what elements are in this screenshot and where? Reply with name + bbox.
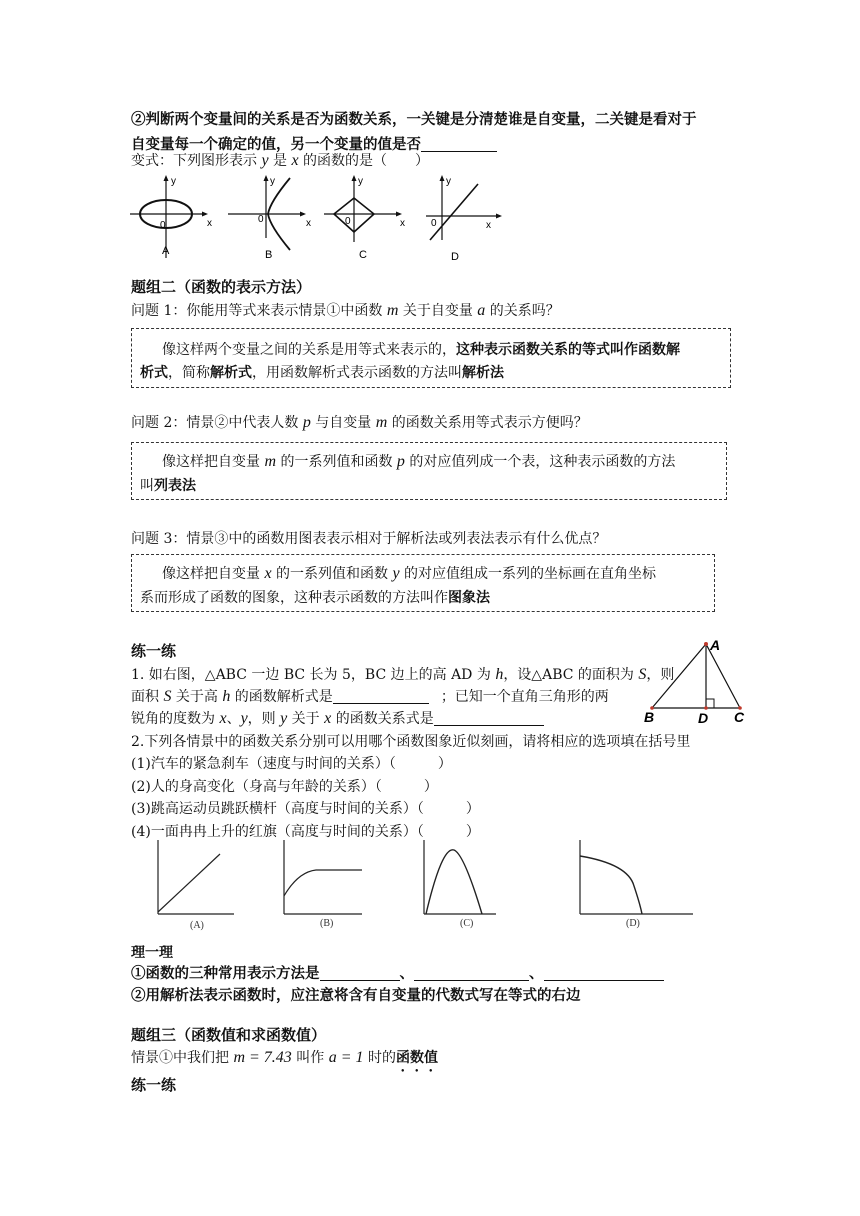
box-text: 的一系列值和函数 bbox=[271, 566, 393, 582]
g3-text: 时的 bbox=[363, 1050, 396, 1066]
box-text: 的对应值组成一系列的坐标画在直角坐标 bbox=[399, 566, 657, 582]
p-text: 、 bbox=[226, 711, 241, 727]
graph-label-a: A bbox=[162, 245, 170, 257]
formula-a: a = 1 bbox=[328, 1049, 364, 1066]
var-x: x bbox=[291, 152, 299, 169]
axis-y-label: y bbox=[358, 176, 363, 187]
p-text: ，则 bbox=[646, 667, 675, 683]
graph-caption-d: (D) bbox=[626, 918, 640, 929]
p-text: 面积 bbox=[131, 689, 164, 705]
origin-label: 0 bbox=[160, 220, 166, 231]
var-x: x bbox=[219, 710, 227, 727]
formula-m: m = 7.43 bbox=[233, 1049, 292, 1066]
graph-d bbox=[426, 175, 502, 263]
question-3: 问题 3：情景③中的函数用图表表示相对于解析法或列表法表示有什么优点？ bbox=[131, 531, 607, 547]
var-a: a bbox=[477, 302, 486, 319]
var-m: m bbox=[264, 453, 277, 470]
q-text: 与自变量 bbox=[310, 415, 376, 431]
graph-caption-c: (C) bbox=[460, 918, 474, 929]
var-y: y bbox=[280, 710, 288, 727]
var-m: m bbox=[386, 302, 399, 319]
intro-line-1: ②判断两个变量间的关系是否为函数关系，一关键是分清楚谁是自变量，二关键是看对于 bbox=[131, 111, 697, 128]
axis-x-label: x bbox=[486, 220, 491, 231]
practice-1-line-2 bbox=[131, 686, 609, 706]
practice-1-line-3 bbox=[131, 708, 544, 728]
intro-line-2-text: 自变量每一个确定的值，另一个变量的值是否 bbox=[131, 136, 421, 153]
var-m: m bbox=[375, 414, 388, 431]
box-line bbox=[140, 362, 504, 382]
q-text: 的函数关系用等式表示方便吗？ bbox=[387, 415, 588, 431]
group3-title: 题组三（函数值和求函数值） bbox=[131, 1026, 327, 1044]
q-text: 关于自变量 bbox=[398, 303, 478, 319]
var-h: h bbox=[495, 666, 504, 683]
box-text: 像这样两个变量之间的关系是用等式来表示的， bbox=[162, 342, 456, 358]
p-text: 的函数关系式是 bbox=[331, 711, 434, 727]
axis-x-label: x bbox=[207, 218, 212, 229]
question-2 bbox=[131, 412, 588, 432]
var-p: p bbox=[396, 453, 405, 470]
box-text: 系而形成了函数的图象，这种表示函数的方法叫作 bbox=[140, 590, 448, 606]
var-s: S bbox=[163, 688, 172, 705]
graph-b bbox=[228, 175, 311, 261]
box-text: 叫 bbox=[140, 478, 154, 494]
graph-caption-b: (B) bbox=[320, 918, 334, 929]
var-y: y bbox=[392, 565, 400, 582]
variant-text: 是 bbox=[268, 153, 292, 169]
axis-y-label: y bbox=[171, 176, 176, 187]
summary-title: 理一理 bbox=[131, 945, 173, 961]
p-text: 关于高 bbox=[171, 689, 223, 705]
practice-2: 2.下列各情景中的函数关系分别可以用哪个函数图象近似刻画，请将相应的选项填在括号里 bbox=[131, 734, 691, 750]
box-text: ，用函数解析式表示函数的方法叫 bbox=[252, 365, 462, 381]
definition-box-graph bbox=[131, 554, 715, 612]
box-bold: 析式 bbox=[140, 365, 168, 381]
axis-x-label: x bbox=[400, 218, 405, 229]
summary-line-1 bbox=[131, 962, 664, 983]
summary-text: ①函数的三种常用表示方法是 bbox=[131, 965, 320, 982]
box-bold: 图象法 bbox=[448, 590, 490, 606]
answer-blank bbox=[320, 966, 400, 981]
answer-blank bbox=[544, 966, 664, 981]
answer-blank bbox=[414, 966, 529, 981]
origin-label: 0 bbox=[345, 216, 351, 227]
box-bold: 解析式 bbox=[210, 365, 252, 381]
box-line bbox=[140, 587, 490, 607]
p-text: 1. 如右图，△ABC 一边 BC 长为 5，BC 边上的高 AD 为 bbox=[131, 667, 496, 683]
var-y: y bbox=[240, 710, 248, 727]
practice-2-item-4: (4)一面冉冉上升的红旗（高度与时间的关系）（ ） bbox=[131, 824, 480, 840]
var-x: x bbox=[264, 565, 272, 582]
vertex-c: C bbox=[734, 709, 745, 725]
g3-text: 叫作 bbox=[291, 1050, 329, 1066]
box-text: 像这样把自变量 bbox=[162, 566, 265, 582]
var-h: h bbox=[222, 688, 231, 705]
q-text: 问题 2：情景②中代表人数 bbox=[131, 415, 303, 431]
box-text: ，简称 bbox=[168, 365, 210, 381]
box-line bbox=[162, 451, 675, 471]
p-text: 的函数解析式是 bbox=[230, 689, 333, 705]
vertex-b: B bbox=[644, 709, 655, 725]
practice-2-item-2: (2)人的身高变化（身高与年龄的关系）（ ） bbox=[131, 779, 438, 795]
graph-option-a bbox=[158, 840, 234, 931]
origin-label: 0 bbox=[431, 218, 437, 229]
graph-a bbox=[130, 175, 212, 258]
group3-practice-title: 练一练 bbox=[131, 1076, 177, 1094]
box-bold: 这种表示函数关系的等式叫作函数解 bbox=[456, 342, 680, 358]
graph-label-b: B bbox=[265, 249, 273, 261]
p-text: ；已知一个直角三角形的两 bbox=[440, 689, 609, 705]
graph-option-c bbox=[424, 840, 496, 929]
practice-2-item-3: (3)跳高运动员跳跃横杆（高度与时间的关系）（ ） bbox=[131, 801, 480, 817]
variant-text: 变式：下列图形表示 bbox=[131, 153, 262, 169]
practice-1-line-1 bbox=[131, 664, 674, 684]
function-graphs bbox=[148, 836, 703, 932]
group2-title: 题组二（函数的表示方法） bbox=[131, 278, 312, 296]
p-text: ，则 bbox=[247, 711, 281, 727]
separator: 、 bbox=[399, 965, 414, 982]
vertex-d: D bbox=[698, 710, 709, 726]
origin-label: 0 bbox=[258, 214, 264, 225]
box-line bbox=[162, 563, 656, 583]
var-y: y bbox=[261, 152, 269, 169]
var-p: p bbox=[302, 414, 311, 431]
q-text: 的关系吗？ bbox=[485, 303, 560, 319]
box-line bbox=[140, 475, 196, 495]
p-text: ，设△ABC 的面积为 bbox=[503, 667, 639, 683]
graph-caption-a: (A) bbox=[190, 920, 204, 931]
p-text: 锐角的度数为 bbox=[131, 711, 220, 727]
graph-label-d: D bbox=[451, 251, 459, 263]
emphasized-term: 函数值 bbox=[395, 1050, 438, 1066]
graph-label-c: C bbox=[359, 249, 367, 261]
group3-line-1 bbox=[131, 1047, 438, 1075]
box-text: 像这样把自变量 bbox=[162, 454, 265, 470]
graph-option-b bbox=[284, 840, 362, 929]
answer-blank bbox=[421, 137, 497, 152]
practice-title: 练一练 bbox=[131, 642, 177, 660]
box-text: 的对应值列成一个表，这种表示函数的方法 bbox=[404, 454, 676, 470]
vertex-a: A bbox=[710, 637, 721, 653]
separator: 、 bbox=[529, 965, 544, 982]
triangle-figure bbox=[640, 636, 756, 726]
box-bold: 列表法 bbox=[154, 478, 196, 494]
axis-x-label: x bbox=[306, 218, 311, 229]
box-bold: 解析法 bbox=[462, 365, 504, 381]
axis-y-label: y bbox=[446, 176, 451, 187]
p-text: 关于 bbox=[287, 711, 325, 727]
box-line bbox=[162, 339, 680, 359]
practice-2-item-1: (1)汽车的紧急刹车（速度与时间的关系）（ ） bbox=[131, 756, 452, 772]
question-1 bbox=[131, 300, 560, 320]
variant-graphs bbox=[128, 172, 508, 264]
box-text: 的一系列值和函数 bbox=[276, 454, 397, 470]
definition-box-table bbox=[131, 442, 727, 500]
summary-line-2: ②用解析法表示函数时，应注意将含有自变量的代数式写在等式的右边 bbox=[131, 987, 581, 1004]
g3-text: 情景①中我们把 bbox=[131, 1050, 234, 1066]
var-s: S bbox=[638, 666, 647, 683]
axis-y-label: y bbox=[270, 176, 275, 187]
variant-text: 的函数的是（ ） bbox=[298, 153, 430, 169]
graph-option-d bbox=[580, 840, 693, 929]
answer-blank bbox=[333, 689, 429, 704]
q-text: 问题 1：你能用等式来表示情景①中函数 bbox=[131, 303, 387, 319]
graph-c bbox=[324, 175, 405, 261]
definition-box-analytic bbox=[131, 328, 731, 388]
answer-blank bbox=[434, 711, 544, 726]
var-x: x bbox=[324, 710, 332, 727]
variant-question bbox=[131, 150, 429, 170]
